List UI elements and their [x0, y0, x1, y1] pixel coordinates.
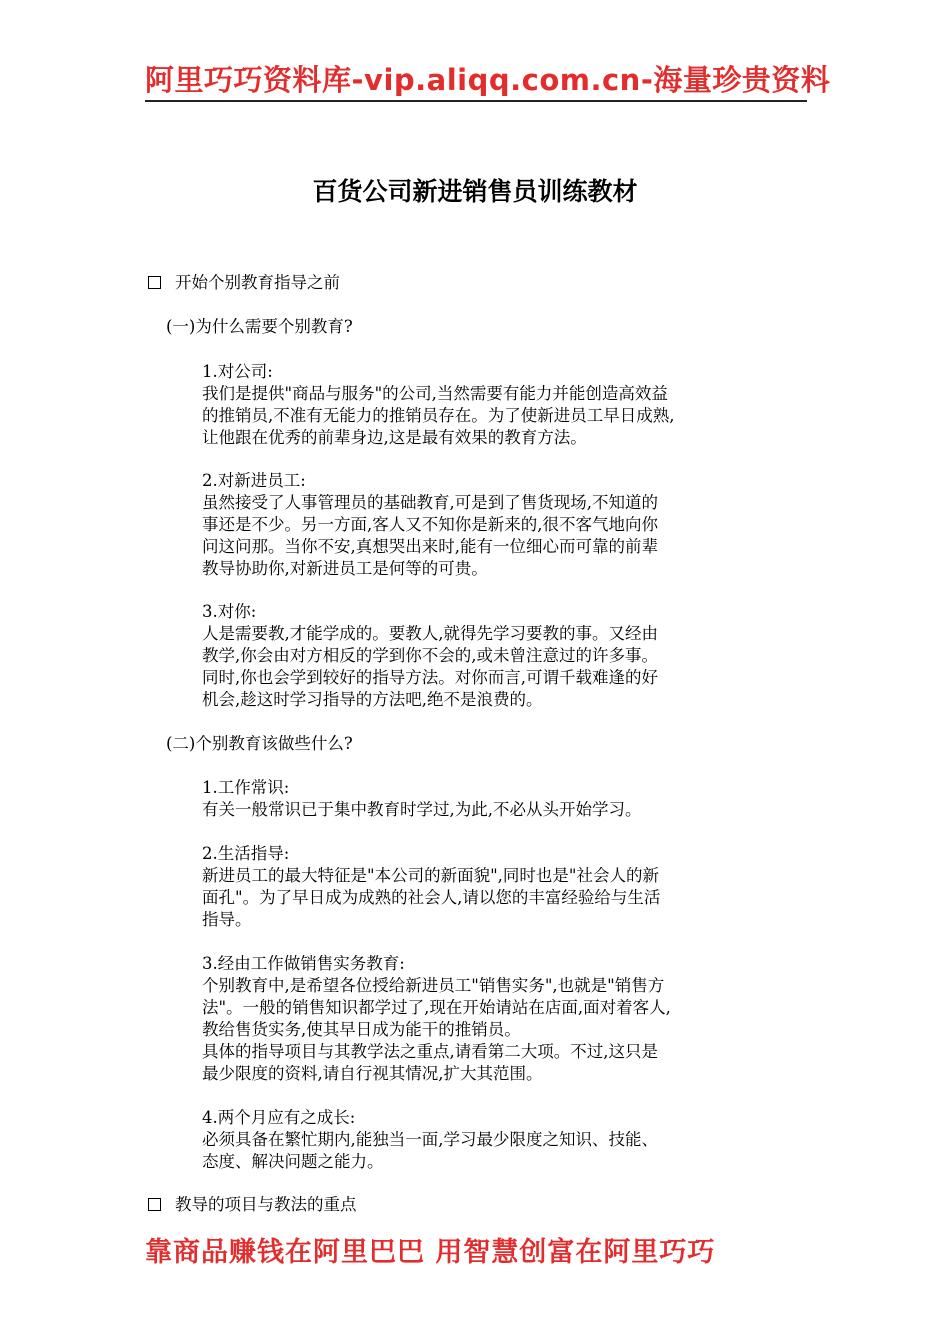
item-label: 1.对公司:	[202, 362, 273, 381]
item-label: 2.生活指导:	[202, 844, 290, 863]
paragraph-line: 指导。	[202, 910, 252, 929]
paragraph-line: 教学,你会由对方相反的学到你不会的,或未曾注意过的许多事。	[202, 646, 658, 665]
paragraph-line: 问这问那。当你不安,真想哭出来时,能有一位细心而可靠的前辈	[202, 537, 658, 556]
paragraph-line: 让他跟在优秀的前辈身边,这是最有效果的教育方法。	[202, 428, 587, 447]
paragraph-line: 必须具备在繁忙期内,能独当一面,学习最少限度之知识、技能、	[202, 1130, 658, 1149]
paragraph-line: 具体的指导项目与其教学法之重点,请看第二大项。不过,这只是	[202, 1042, 658, 1061]
section-heading-text: 开始个别教育指导之前	[175, 273, 340, 292]
paragraph-line: 个别教育中,是希望各位授给新进员工"销售实务",也就是"销售方	[202, 976, 665, 995]
item-label: 3.对你:	[202, 602, 257, 621]
checkbox-square-icon	[148, 276, 161, 289]
paragraph-line: 同时,你也会学到较好的指导方法。对你而言,可谓千载难逢的好	[202, 668, 658, 687]
paragraph-line: 虽然接受了人事管理员的基础教育,可是到了售货现场,不知道的	[202, 493, 658, 512]
paragraph-line: 有关一般常识已于集中教育时学过,为此,不必从头开始学习。	[202, 800, 642, 819]
item-label: 4.两个月应有之成长:	[202, 1108, 356, 1127]
item-label: 2.对新进员工:	[202, 471, 306, 490]
paragraph-line: 教导协助你,对新进员工是何等的可贵。	[202, 559, 488, 578]
paragraph-line: 教给售货实务,使其早日成为能干的推销员。	[202, 1020, 521, 1039]
paragraph-line: 法"。一般的销售知识都学过了,现在开始请站在店面,面对着客人,	[202, 998, 671, 1017]
section-heading-text: 教导的项目与教法的重点	[175, 1195, 357, 1214]
paragraph-line: 最少限度的资料,请自行视其情况,扩大其范围。	[202, 1064, 543, 1083]
subsection-heading: (二)个别教育该做些什么?	[166, 734, 353, 753]
paragraph-line: 事还是不少。另一方面,客人又不知你是新来的,很不客气地向你	[202, 515, 658, 534]
checkbox-square-icon	[148, 1198, 161, 1211]
section-heading	[148, 272, 340, 295]
header-banner-text: 阿里巧巧资料库-vip.aliqq.com.cn-海量珍贵资料	[145, 63, 831, 97]
header-divider	[145, 100, 807, 102]
paragraph-line: 我们是提供"商品与服务"的公司,当然需要有能力并能创造高效益	[202, 384, 668, 403]
paragraph-line: 面孔"。为了早日成为成熟的社会人,请以您的丰富经验给与生活	[202, 888, 661, 907]
paragraph-line: 态度、解决问题之能力。	[202, 1152, 384, 1171]
paragraph-line: 的推销员,不准有无能力的推销员存在。为了使新进员工早日成熟,	[202, 406, 675, 425]
paragraph-line: 机会,趁这时学习指导的方法吧,绝不是浪费的。	[202, 690, 543, 709]
section-heading	[148, 1194, 357, 1217]
footer-banner: 靠商品赚钱在阿里巴巴 用智慧创富在阿里巧巧	[145, 1237, 716, 1268]
item-label: 3.经由工作做销售实务教育:	[202, 954, 405, 973]
subsection-heading: (一)为什么需要个别教育?	[166, 317, 353, 336]
header-banner	[145, 58, 831, 102]
page-title: 百货公司新进销售员训练教材	[312, 177, 638, 206]
paragraph-line: 新进员工的最大特征是"本公司的新面貌",同时也是"社会人的新	[202, 866, 660, 885]
item-label: 1.工作常识:	[202, 778, 290, 797]
paragraph-line: 人是需要教,才能学成的。要教人,就得先学习要教的事。又经由	[202, 624, 658, 643]
